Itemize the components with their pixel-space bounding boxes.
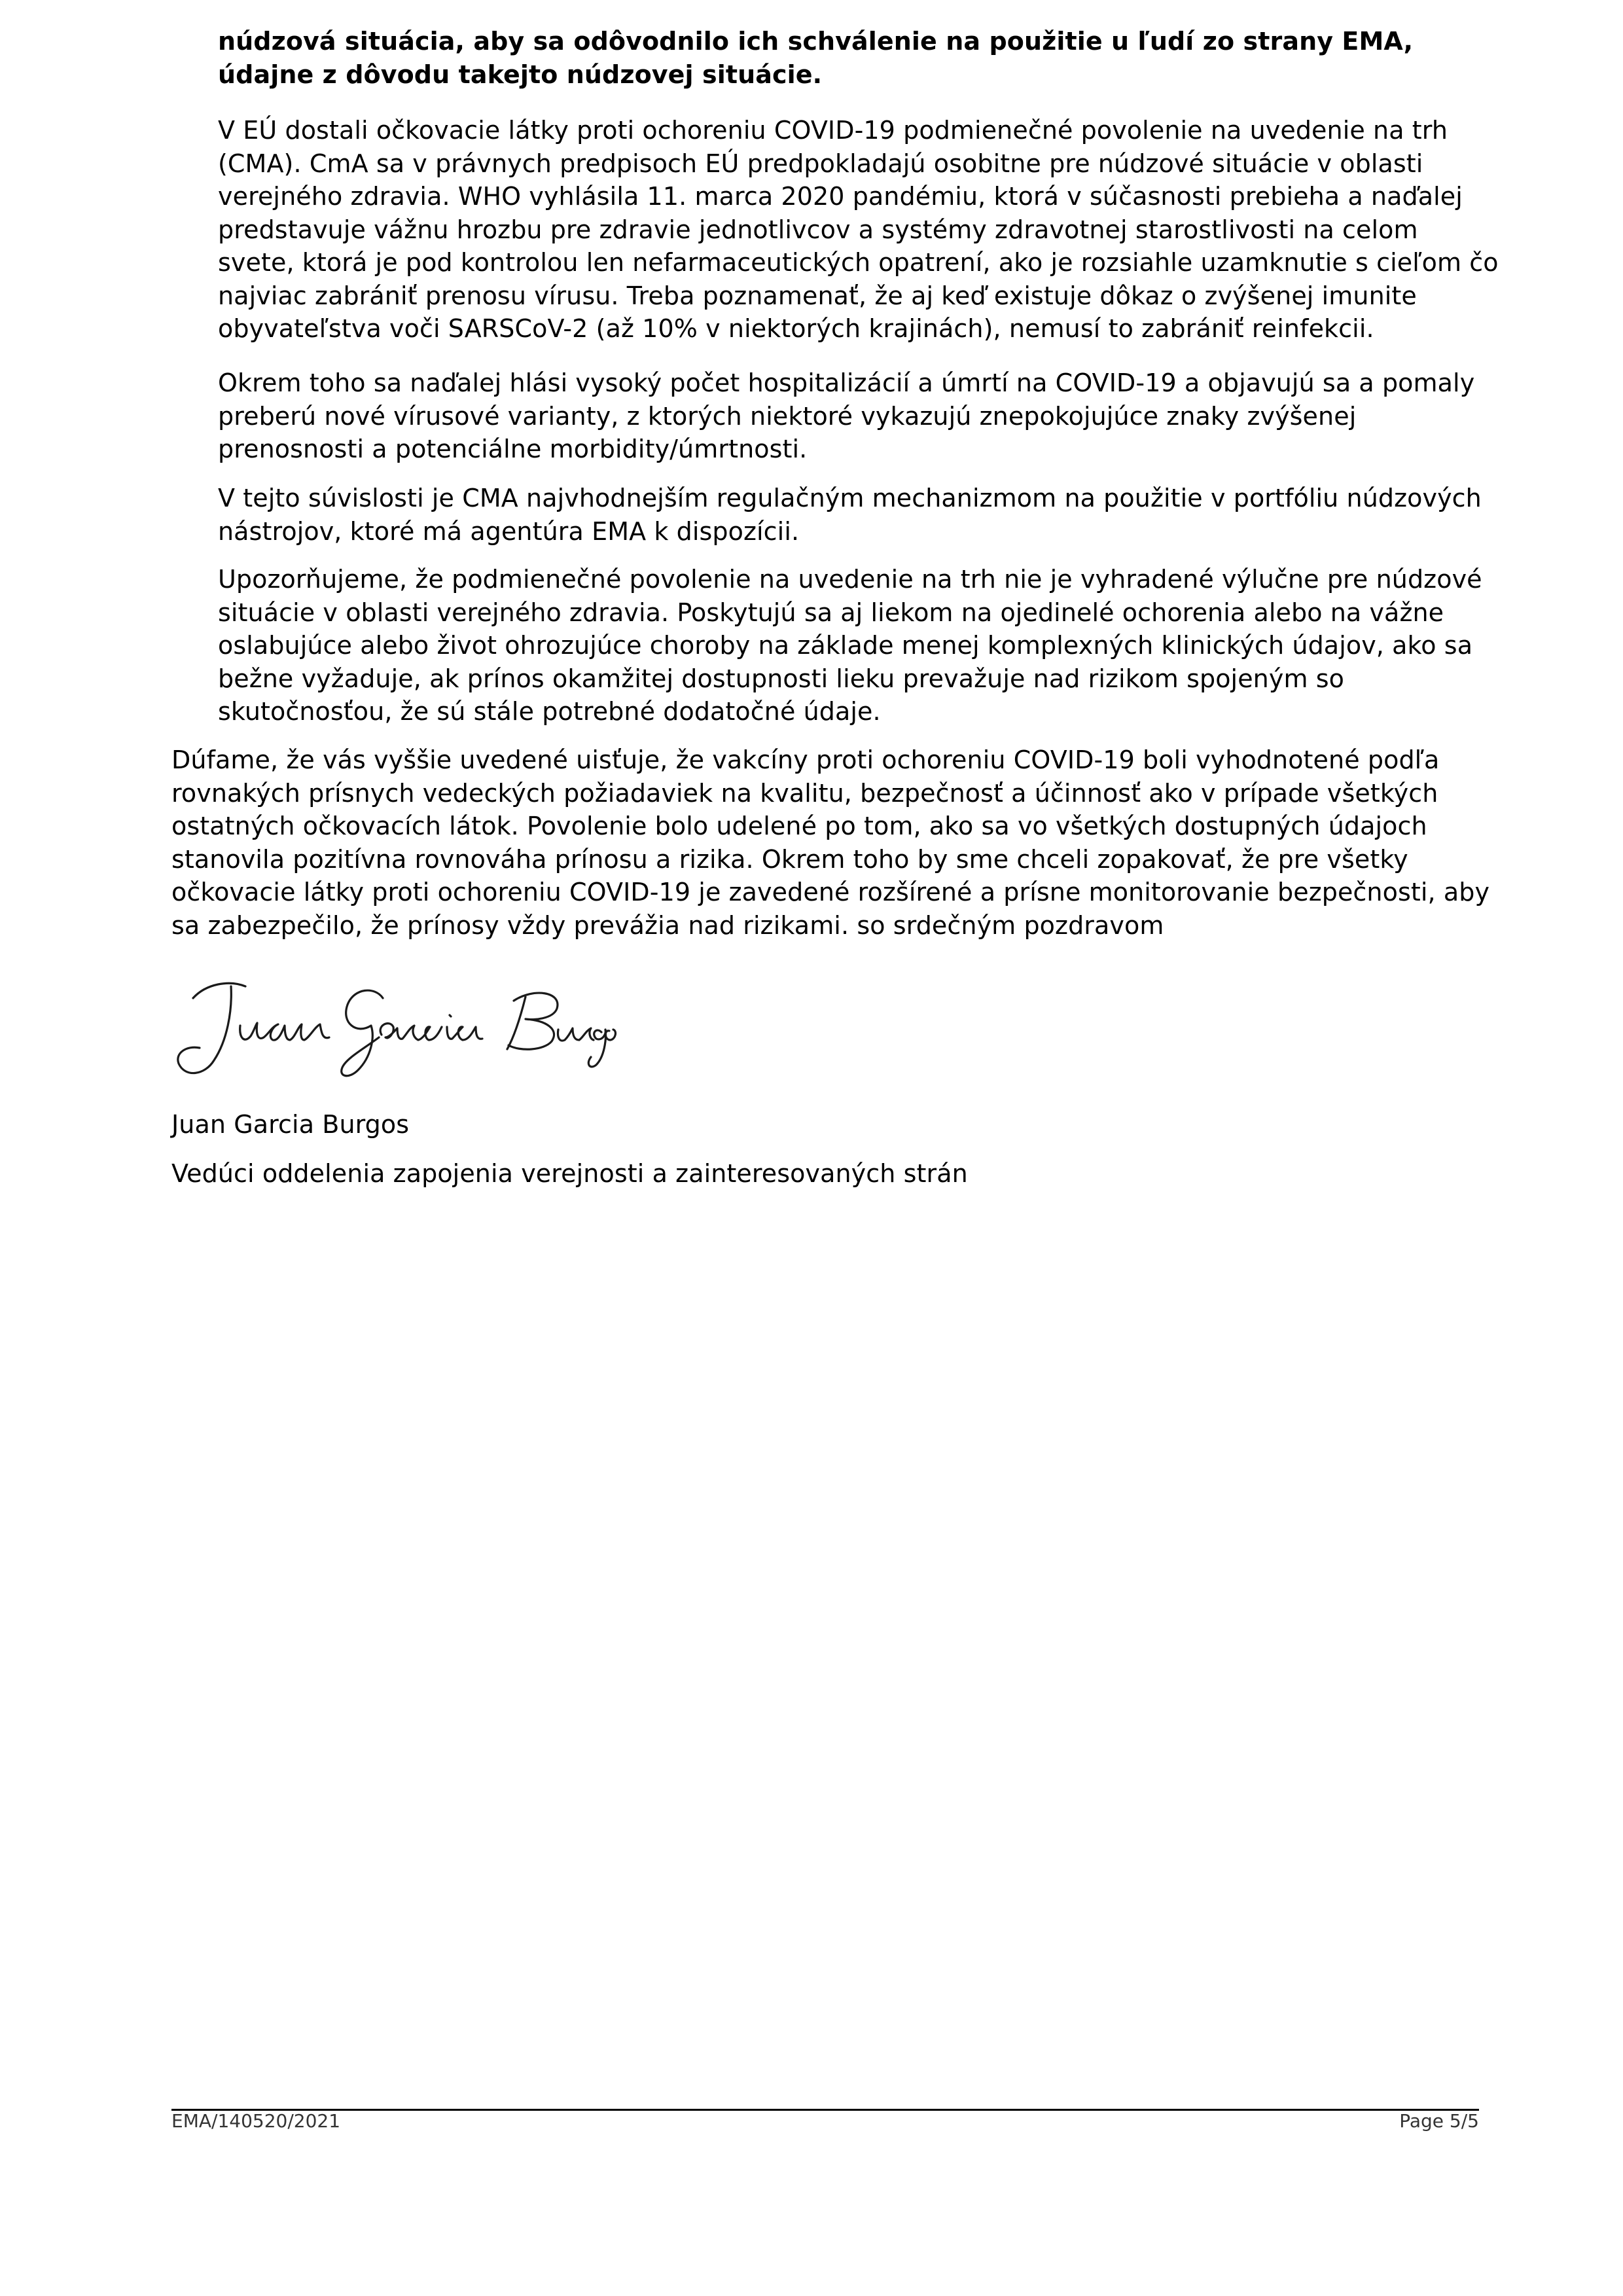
paragraph-cma-mechanism: V tejto súvislosti je CMA najvhodnejším regulačným mechanizmom na použitie v portfóliu núdzových nástrojov, ktoré má agentúra EMA k dispozícii. (218, 484, 1482, 546)
handwritten-signature (167, 972, 618, 1083)
closing-paragraph: Dúfame, že vás vyššie uvedené uisťuje, že vakcíny proti ochoreniu COVID-19 boli vyhodnotené podľa rovnakých prísnych vedeckých požiadaviek na kvalitu, bezpečnosť a účinnosť ako v prípade všetkých ostatných očkovacích látok. Povolenie bolo udelené po tom, ako sa vo všetkých dostupných údajoch stanovila pozitívna rovnováha prínosu a rizika. Okrem toho by sme chceli zopakovať, že pre všetky očkovacie látky proti ochoreniu COVID-19 je zavedené rozšírené a prísne monitorovanie bezpečnosti, aby sa zabezpečilo, že prínosy vždy prevážia nad rizikami. so srdečným pozdravom (171, 745, 1490, 940)
paragraph-hospitalizations: Okrem toho sa naďalej hlási vysoký počet hospitalizácií a úmrtí na COVID-19 a objavujú sa a pomaly preberú nové vírusové varianty, z ktorých niektoré vykazujú znepokojujúce znaky zvýšenej prenosnosti a potenciálne morbidity/úmrtnosti. (218, 368, 1475, 463)
signatory-title: Vedúci oddelenia zapojenia verejnosti a zainteresovaných strán (171, 1159, 968, 1188)
footer-page-number: Page 5/5 (1399, 2110, 1479, 2132)
signatory-name: Juan Garcia Burgos (171, 1110, 410, 1139)
paragraph-cma: V EÚ dostali očkovacie látky proti ochoreniu COVID-19 podmienečné povolenie na uvedenie na trh (CMA). CmA sa v právnych predpisoch EÚ predpokladajú osobitne pre núdzové situácie v oblasti verejného zdravia. WHO vyhlásila 11. marca 2020 pandémiu, ktorá v súčasnosti prebieha a naďalej predstavuje vážnu hrozbu pre zdravie jednotlivcov a systémy zdravotnej starostlivosti na celom svete, ktorá je pod kontrolou len nefarmaceutických opatrení, ako je rozsiahle uzamknutie s cieľom čo najviac zabrániť prenosu vírusu. Treba poznamenať, že aj keď existuje dôkaz o zvýšenej imunite obyvateľstva voči SARSCoV-2 (až 10% v niektorých krajinách), nemusí to zabrániť reinfekcii. (218, 116, 1499, 343)
footer-divider (171, 2109, 1479, 2111)
footer-reference: EMA/140520/2021 (171, 2110, 341, 2132)
intro-bold-text: núdzová situácia, aby sa odôvodnilo ich schválenie na použitie u ľudí zo strany EMA, údajne z dôvodu takejto núdzovej situácie. (218, 27, 1414, 89)
paragraph-conditional-authorisation: Upozorňujeme, že podmienečné povolenie na uvedenie na trh nie je vyhradené výlučne pre núdzové situácie v oblasti verejného zdravia. Poskytujú sa aj liekom na ojedinelé ochorenia alebo na vážne oslabujúce alebo život ohrozujúce choroby na základe menej komplexných klinických údajov, ako sa bežne vyžaduje, ak prínos okamžitej dostupnosti lieku prevažuje nad rizikom spojeným so skutočnosťou, že sú stále potrebné dodatočné údaje. (218, 565, 1482, 726)
